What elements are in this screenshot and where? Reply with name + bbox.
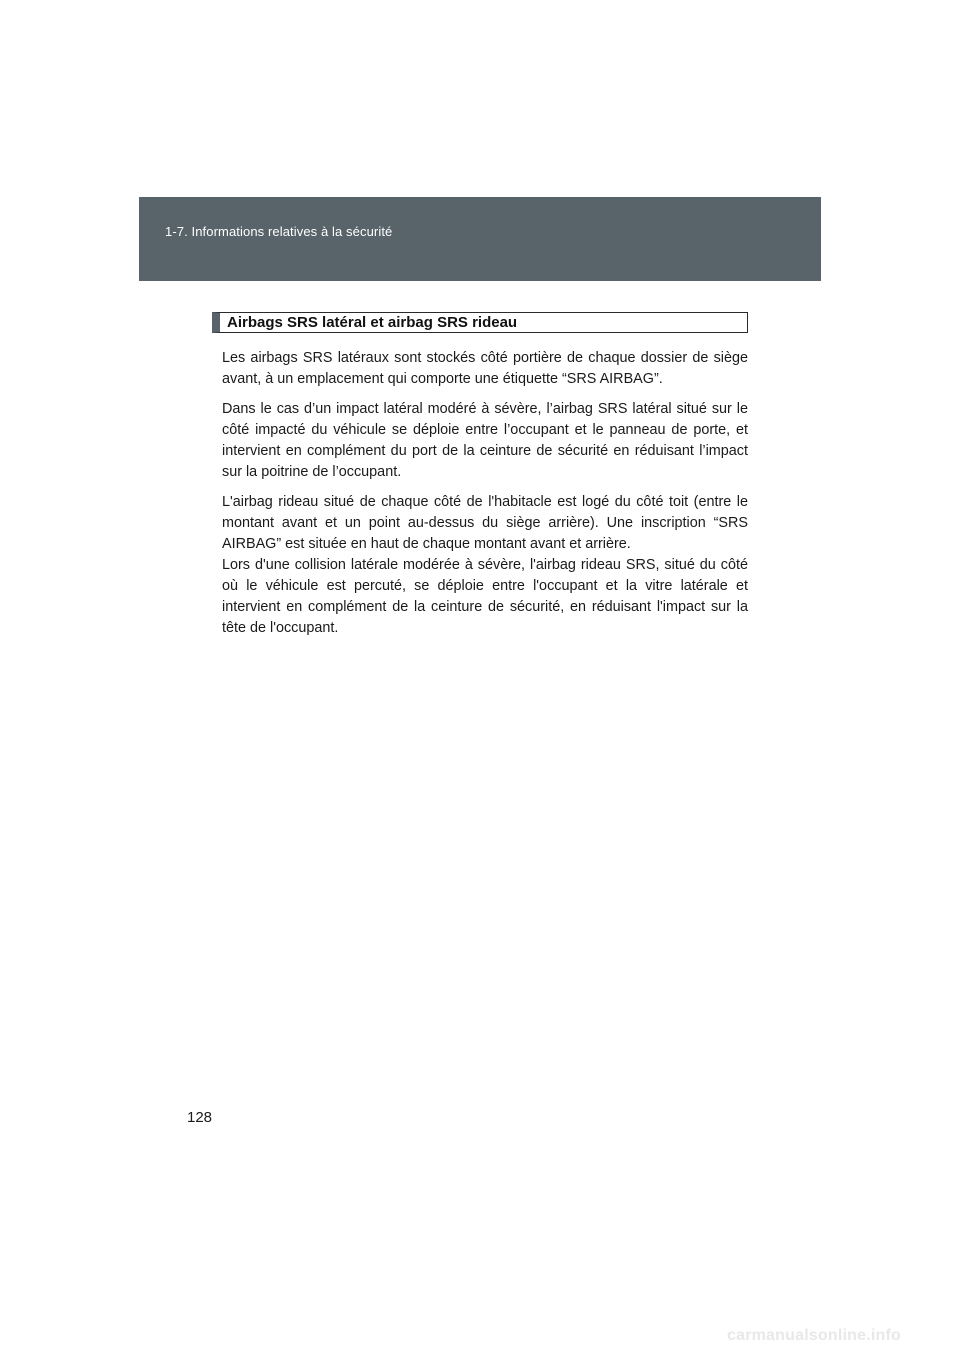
chapter-header-band	[139, 197, 821, 281]
paragraph-curtain-location: L'airbag rideau situé de chaque côté de l'habitacle est logé du côté toit (entre le montant avant et un point au-dessus du siège arrière). Une inscription “SRS AIRBAG” est située en haut de chaque montant avant et arrière.	[222, 494, 748, 552]
section-heading	[212, 312, 748, 333]
watermark: carmanualsonline.info	[727, 1327, 902, 1344]
paragraph-side-impact: Dans le cas d’un impact latéral modéré à sévère, l’airbag SRS latéral situé sur le côté impacté du véhicule se déploie entre l’occupant et le panneau de porte, et intervient en complément du port de la ceinture de sécurité en réduisant l’impact sur la poitrine de l’occupant.	[222, 401, 748, 480]
section-body	[222, 348, 748, 648]
breadcrumb: 1-7. Informations relatives à la sécurité	[165, 224, 393, 239]
page-number: 128	[187, 1109, 213, 1126]
paragraph-curtain-deployment: Lors d'une collision latérale modérée à sévère, l'airbag rideau SRS, situé du côté où le véhicule est percuté, se déploie entre l'occupant et la vitre latérale et intervient en complément de la ceinture de sécurité, en réduisant l'impact sur la tête de l'occupant.	[222, 557, 748, 636]
paragraph-side-airbags: Les airbags SRS latéraux sont stockés côté portière de chaque dossier de siège avant, à un emplacement qui comporte une étiquette “SRS AIRBAG”.	[222, 350, 748, 387]
section-title: Airbags SRS latéral et airbag SRS rideau	[227, 314, 518, 331]
